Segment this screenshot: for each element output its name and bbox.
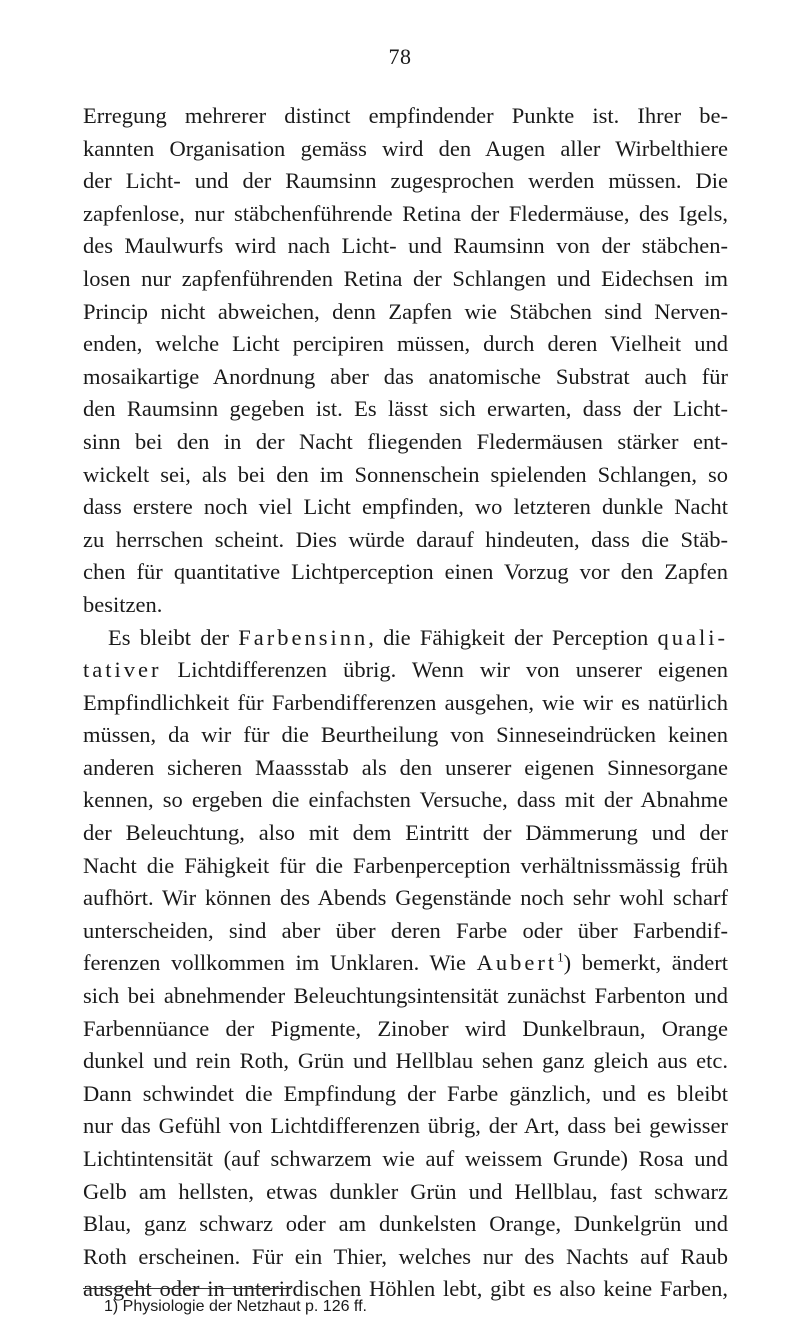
text-line: Empfindlichkeit für Farbendifferenzen ausgehen, wie wir es natürlich — [83, 689, 728, 715]
text-line: nur das Gefühl von Lichtdifferenzen übrig, der Art, dass bei gewisser — [83, 1113, 728, 1139]
text-line: Blau, ganz schwarz oder am dunkelsten Orange, Dunkelgrün und — [83, 1211, 728, 1237]
text-line: unterscheiden, sind aber über deren Farbe oder über Farbendif- — [83, 917, 728, 943]
text-line: sinn bei den in der Nacht fliegenden Fledermäusen stärker ent- — [83, 428, 728, 454]
text-line: losen nur zapfenführenden Retina der Schlangen und Eidechsen im — [83, 265, 728, 291]
text-run: ) bemerkt, ändert — [563, 950, 728, 976]
text-line: dass erstere noch viel Licht empfinden, wo letzteren dunkle Nacht — [83, 494, 728, 520]
text-line: Roth erscheinen. Für ein Thier, welches nur des Nachts auf Raub — [83, 1243, 728, 1269]
footnote-marker: 1 — [557, 949, 564, 965]
text-run: , die Fähigkeit der Perception — [368, 624, 658, 650]
body-text — [83, 100, 728, 1306]
text-line: des Maulwurfs wird nach Licht- und Raumsinn von der stäbchen- — [83, 233, 728, 259]
text-line: anderen sicheren Maassstab als den unserer eigenen Sinnesorgane — [83, 754, 728, 780]
text-line: aufhört. Wir können des Abends Gegenstände noch sehr wohl scharf — [83, 885, 728, 911]
text-line: zapfenlose, nur stäbchenführende Retina der Fledermäuse, des Igels, — [83, 200, 728, 226]
text-line: Nacht die Fähigkeit für die Farbenperception verhältnissmässig früh — [83, 852, 728, 878]
text-line: Farbennüance der Pigmente, Zinober wird Dunkelbraun, Orange — [83, 1015, 728, 1041]
text-run: Es bleibt der — [108, 624, 239, 650]
text-line: sich bei abnehmender Beleuchtungsintensität zunächst Farbenton und — [83, 983, 728, 1009]
text-line: besitzen. — [83, 591, 163, 617]
text-line: der Beleuchtung, also mit dem Eintritt der Dämmerung und der — [83, 820, 728, 846]
text-line: Gelb am hellsten, etwas dunkler Grün und Hellblau, fast schwarz — [83, 1178, 728, 1204]
text-line: Dann schwindet die Empfindung der Farbe gänzlich, und es bleibt — [83, 1080, 728, 1106]
text-line: mosaikartige Anordnung aber das anatomische Substrat auch für — [83, 363, 728, 389]
text-line: chen für quantitative Lichtperception einen Vorzug vor den Zapfen — [83, 559, 728, 585]
text-line: den Raumsinn gegeben ist. Es lässt sich erwarten, dass der Licht- — [83, 396, 728, 422]
text-line: Lichtintensität (auf schwarzem wie auf weissem Grunde) Rosa und — [83, 1146, 728, 1171]
text-line — [83, 654, 728, 687]
text-line — [83, 947, 728, 980]
text-line: kannten Organisation gemäss wird den Augen aller Wirbelthiere — [83, 135, 728, 161]
text-line: dunkel und rein Roth, Grün und Hellblau sehen ganz gleich aus etc. — [83, 1048, 728, 1074]
text-line: der Licht- und der Raumsinn zugesprochen werden müssen. Die — [83, 168, 728, 194]
page-number: 78 — [388, 44, 412, 69]
text-line: zu herrschen scheint. Dies würde darauf hindeuten, dass die Stäb- — [83, 526, 728, 552]
text-line: enden, welche Licht percipiren müssen, durch deren Vielheit und — [83, 331, 728, 357]
text-line: Princip nicht abweichen, denn Zapfen wie Stäbchen sind Nerven- — [83, 298, 728, 324]
footnote: 1) Physiologie der Netzhaut p. 126 ff. — [104, 1298, 367, 1315]
emphasis-quali: quali- — [657, 624, 728, 650]
text-line-paragraph-start — [83, 622, 728, 655]
footnote-divider — [83, 1288, 291, 1289]
text-line: Erregung mehrerer distinct empfindender Punkte ist. Ihrer be- — [83, 103, 728, 128]
text-line: müssen, da wir für die Beurtheilung von Sinneseindrücken keinen — [83, 722, 728, 748]
author-aubert: Aubert — [476, 950, 558, 976]
text-line: kennen, so ergeben die einfachsten Versuche, dass mit der Abnahme — [83, 787, 728, 813]
text-run: Lichtdifferenzen übrig. Wenn wir von unserer eigenen — [161, 657, 728, 683]
emphasis-farbensinn: Farbensinn — [238, 624, 369, 650]
text-line: ausgeht oder in unterirdischen Höhlen lebt, gibt es also keine Farben, — [83, 1276, 728, 1302]
text-line: wickelt sei, als bei den im Sonnenschein spielenden Schlangen, so — [83, 461, 728, 487]
text-run: ferenzen vollkommen im Unklaren. Wie — [83, 950, 477, 976]
emphasis-tativer: tativer — [83, 657, 162, 683]
